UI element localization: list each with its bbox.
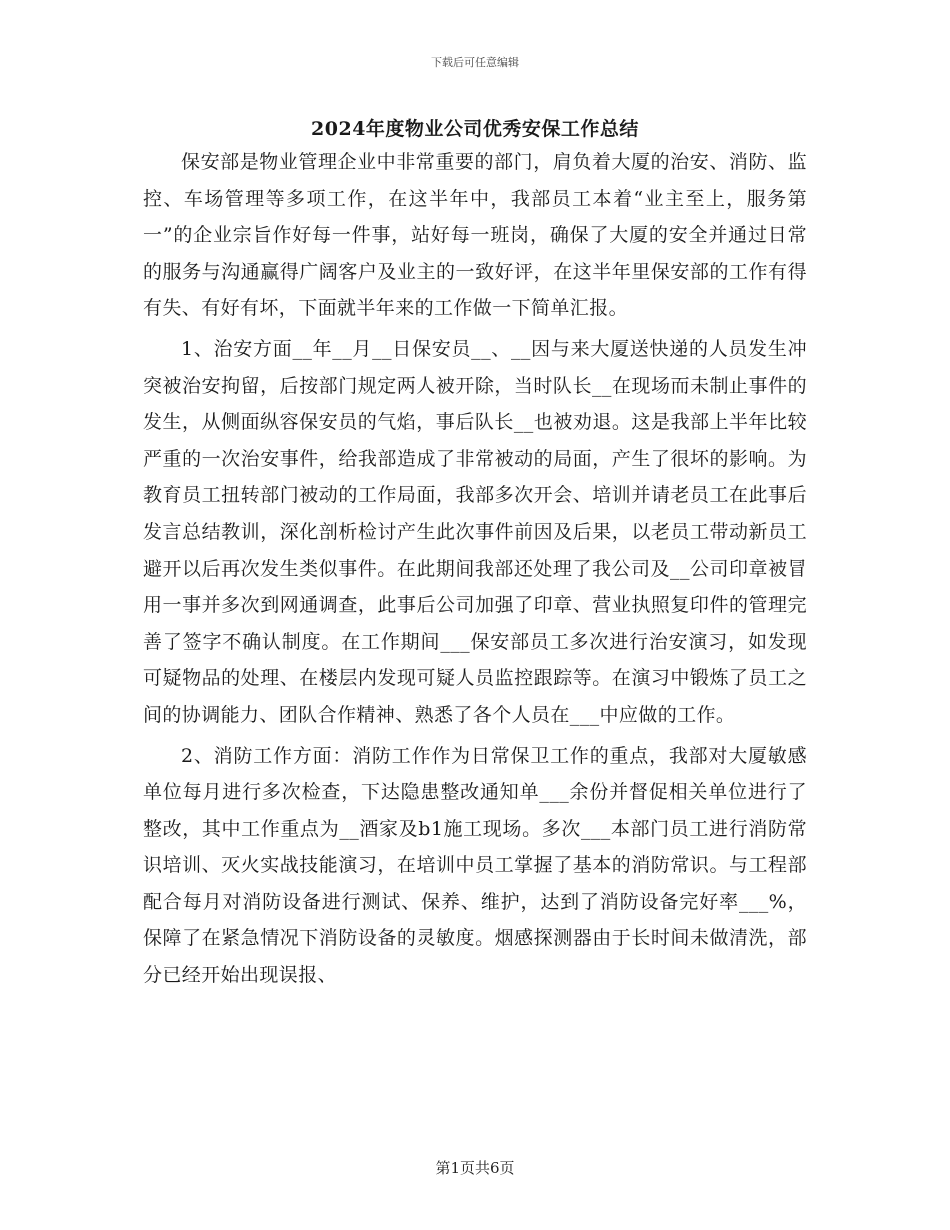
paragraph-public-security: 1、治安方面__年__月__日保安员__、__因与来大厦送快递的人员发生冲突被治安拘留，后按部门规定两人被开除，当时队长__在现场而未制止事件的发生，从侧面纵容保安员的气焰，事后队长__也被劝退。这是我部上半年比较严重的一次治安事件，给我部造成了非常被动的局面，产生了很坏的影响。为教育员工扭转部门被动的工作局面，我部多次开会、培训并请老员工在此事后发言总结教训，深化剖析检讨产生此次事件前因及后果，以老员工带动新员工避开以后再次发生类似事件。在此期间我部还处理了我公司及__公司印章被冒用一事并多次到网通调查，此事后公司加强了印章、营业执照复印件的管理完善了签字不确认制度。在工作期间___保安部员工多次进行治安演习，如发现可疑物品的处理、在楼层内发现可疑人员监控跟踪等。在演习中锻炼了员工之间的协调能力、团队合作精神、熟悉了各个人员在___中应做的工作。 (143, 337, 807, 726)
document-title: 2024年度物业公司优秀安保工作总结 (311, 118, 639, 140)
page-number-footer: 第1页共6页 (435, 1159, 515, 1177)
download-edit-note: 下载后可任意编辑 (431, 56, 519, 69)
document-body (143, 144, 807, 998)
paragraph-intro: 保安部是物业管理企业中非常重要的部门，肩负着大厦的治安、消防、监控、车场管理等多项工作，在这半年中，我部员工本着“业主至上，服务第一”的企业宗旨作好每一件事，站好每一班岗，确保了大厦的安全并通过日常的服务与沟通赢得广阔客户及业主的一致好评，在这半年里保安部的工作有得有失、有好有坏，下面就半年来的工作做一下简单汇报。 (143, 151, 807, 320)
paragraph-fire-safety: 2、消防工作方面：消防工作作为日常保卫工作的重点，我部对大厦敏感单位每月进行多次检查，下达隐患整改通知单___余份并督促相关单位进行了整改，其中工作重点为__酒家及b1施工现场。多次___本部门员工进行消防常识培训、灭火实战技能演习，在培训中员工掌握了基本的消防常识。与工程部配合每月对消防设备进行测试、保养、维护，达到了消防设备完好率___%，保障了在紧急情况下消防设备的灵敏度。烟感探测器由于长时间未做清洗，部分已经开始出现误报、 (143, 744, 807, 987)
